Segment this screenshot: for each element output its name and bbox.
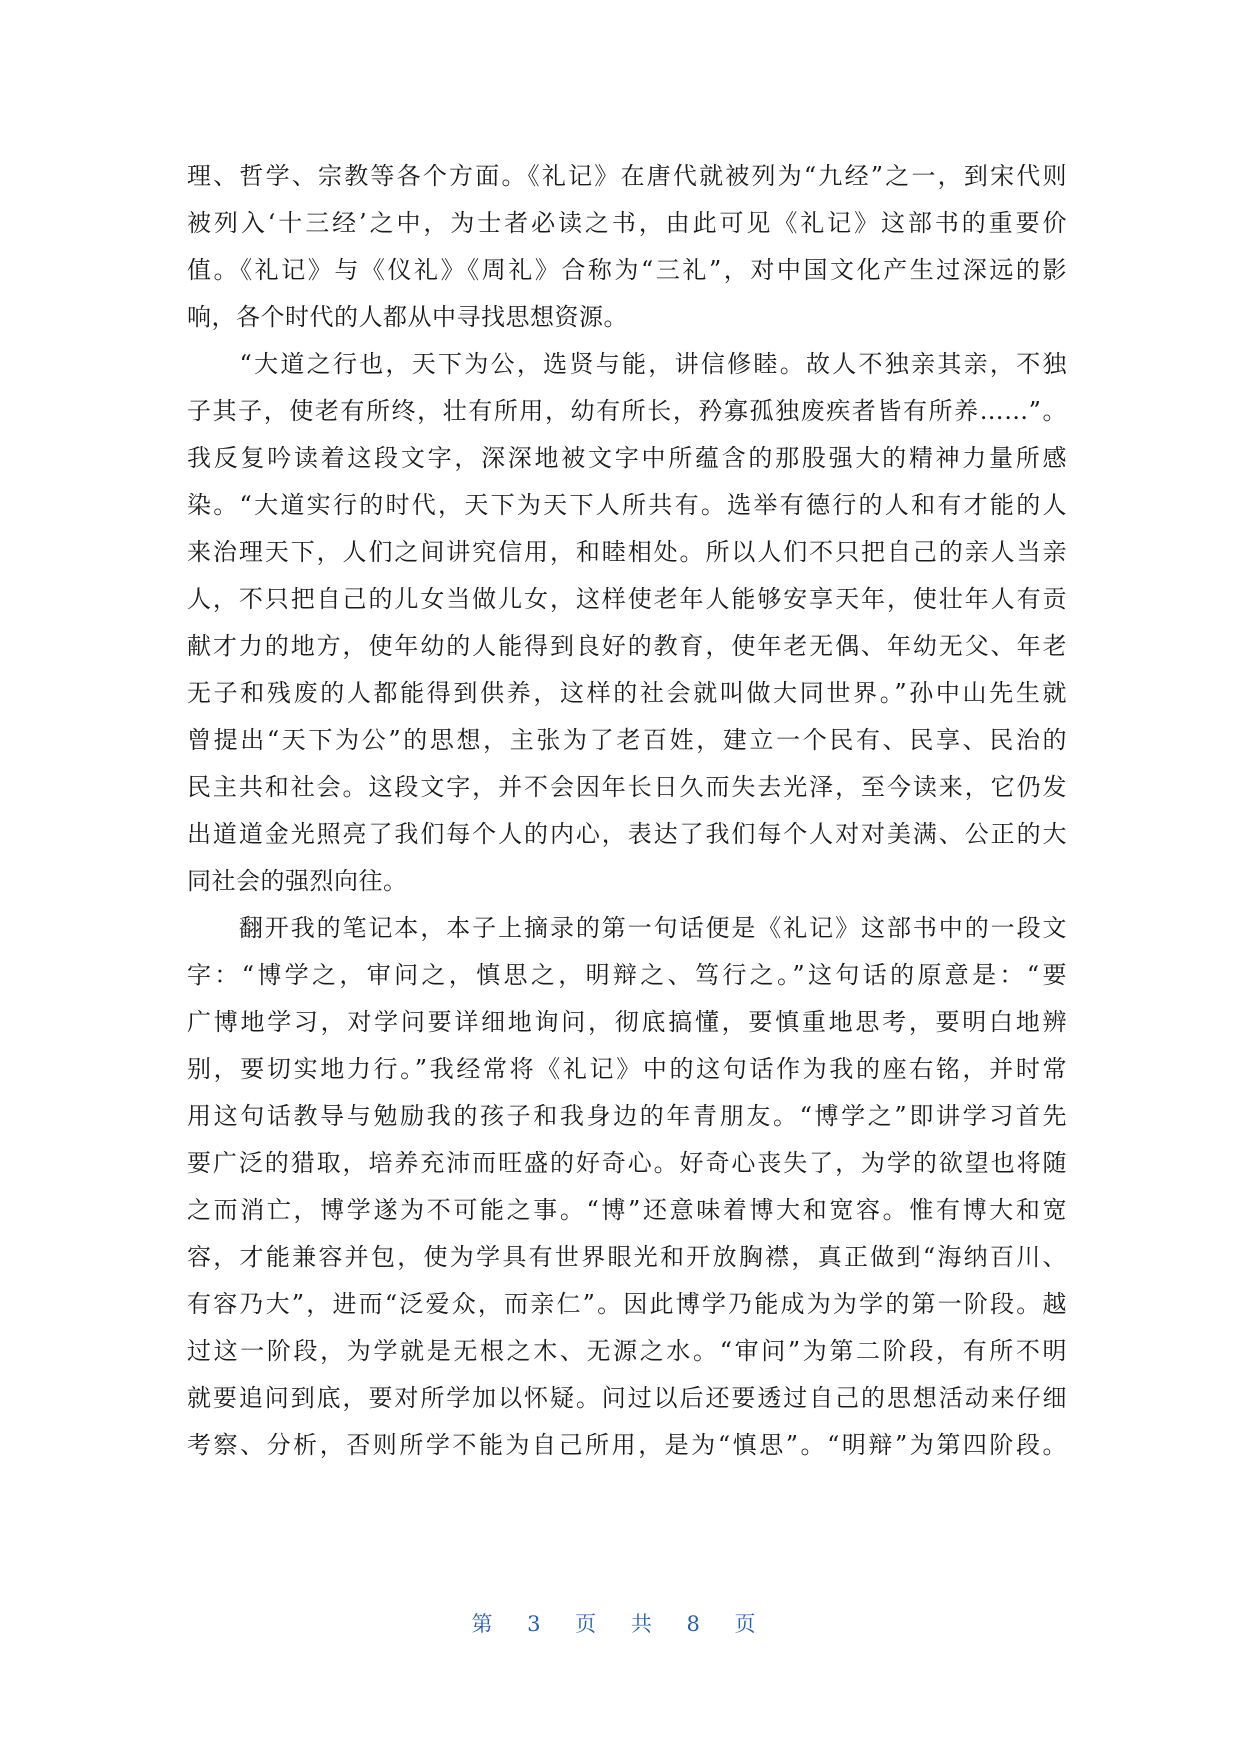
text-line: 染。“大道实行的时代，天下为天下人所共有。选举有德行的人和有才能的人	[187, 491, 1067, 519]
text-line: 民主共和社会。这段文字，并不会因年长日久而失去光泽，至今读来，它仍发	[187, 773, 1067, 801]
text-line: 子其子，使老有所终，壮有所用，幼有所长，矜寡孤独废疾者皆有所养……”。	[187, 397, 1067, 425]
text-line: 响，各个时代的人都从中寻找思想资源。	[187, 303, 628, 331]
text-line: 用这句话教导与勉励我的孩子和我身边的年青朋友。“博学之”即讲学习首先	[187, 1102, 1067, 1130]
text-line: 要广泛的猎取，培养充沛而旺盛的好奇心。好奇心丧失了，为学的欲望也将随	[187, 1149, 1067, 1177]
text-line: 广博地学习，对学问要详细地询问，彻底搞懂，要慎重地思考，要明白地辨	[187, 1008, 1067, 1036]
text-line: 人，不只把自己的儿女当做儿女，这样使老年人能够安享天年，使壮年人有贡	[187, 585, 1067, 613]
text-line: 字：“博学之，审问之，慎思之，明辩之、笃行之。”这句话的原意是：“要	[187, 961, 1067, 989]
text-line: 出道道金光照亮了我们每个人的内心，表达了我们每个人对对美满、公正的大	[187, 820, 1067, 848]
text-line: 翻开我的笔记本，本子上摘录的第一句话便是《礼记》这部书中的一段文	[187, 914, 1067, 942]
text-line: 过这一阶段，为学就是无根之木、无源之水。“审问”为第二阶段，有所不明	[187, 1337, 1067, 1365]
text-line: 被列入‘十三经’之中，为士者必读之书，由此可见《礼记》这部书的重要价	[187, 209, 1067, 237]
text-line: 无子和残废的人都能得到供养，这样的社会就叫做大同世界。”孙中山先生就	[187, 679, 1067, 707]
page-number-footer: 第 3 页 共 8 页	[471, 1612, 770, 1636]
text-line: “大道之行也，天下为公，选贤与能，讲信修睦。故人不独亲其亲，不独	[187, 350, 1067, 378]
text-line: 考察、分析，否则所学不能为自己所用，是为“慎思”。“明辩”为第四阶段。	[187, 1431, 1067, 1459]
text-line: 献才力的地方，使年幼的人能得到良好的教育，使年老无偶、年幼无父、年老	[187, 632, 1067, 660]
text-line: 同社会的强烈向往。	[187, 867, 408, 895]
text-line: 有容乃大”，进而“泛爱众，而亲仁”。因此博学乃能成为为学的第一阶段。越	[187, 1290, 1067, 1318]
text-line: 来治理天下，人们之间讲究信用，和睦相处。所以人们不只把自己的亲人当亲	[187, 538, 1067, 566]
text-line: 容，才能兼容并包，使为学具有世界眼光和开放胸襟，真正做到“海纳百川、	[187, 1243, 1067, 1271]
body-text	[187, 153, 1067, 1469]
text-line: 就要追问到底，要对所学加以怀疑。问过以后还要透过自己的思想活动来仔细	[187, 1384, 1067, 1412]
text-line: 值。《礼记》与《仪礼》《周礼》合称为“三礼”，对中国文化产生过深远的影	[187, 256, 1067, 284]
text-line: 理、哲学、宗教等各个方面。《礼记》在唐代就被列为“九经”之一，到宋代则	[187, 162, 1067, 190]
text-line: 之而消亡，博学遂为不可能之事。“博”还意味着博大和宽容。惟有博大和宽	[187, 1196, 1067, 1224]
text-line: 曾提出“天下为公”的思想，主张为了老百姓，建立一个民有、民享、民治的	[187, 726, 1067, 754]
text-line: 我反复吟读着这段文字，深深地被文字中所蕴含的那股强大的精神力量所感	[187, 444, 1067, 472]
text-line: 别，要切实地力行。”我经常将《礼记》中的这句话作为我的座右铭，并时常	[187, 1055, 1067, 1083]
